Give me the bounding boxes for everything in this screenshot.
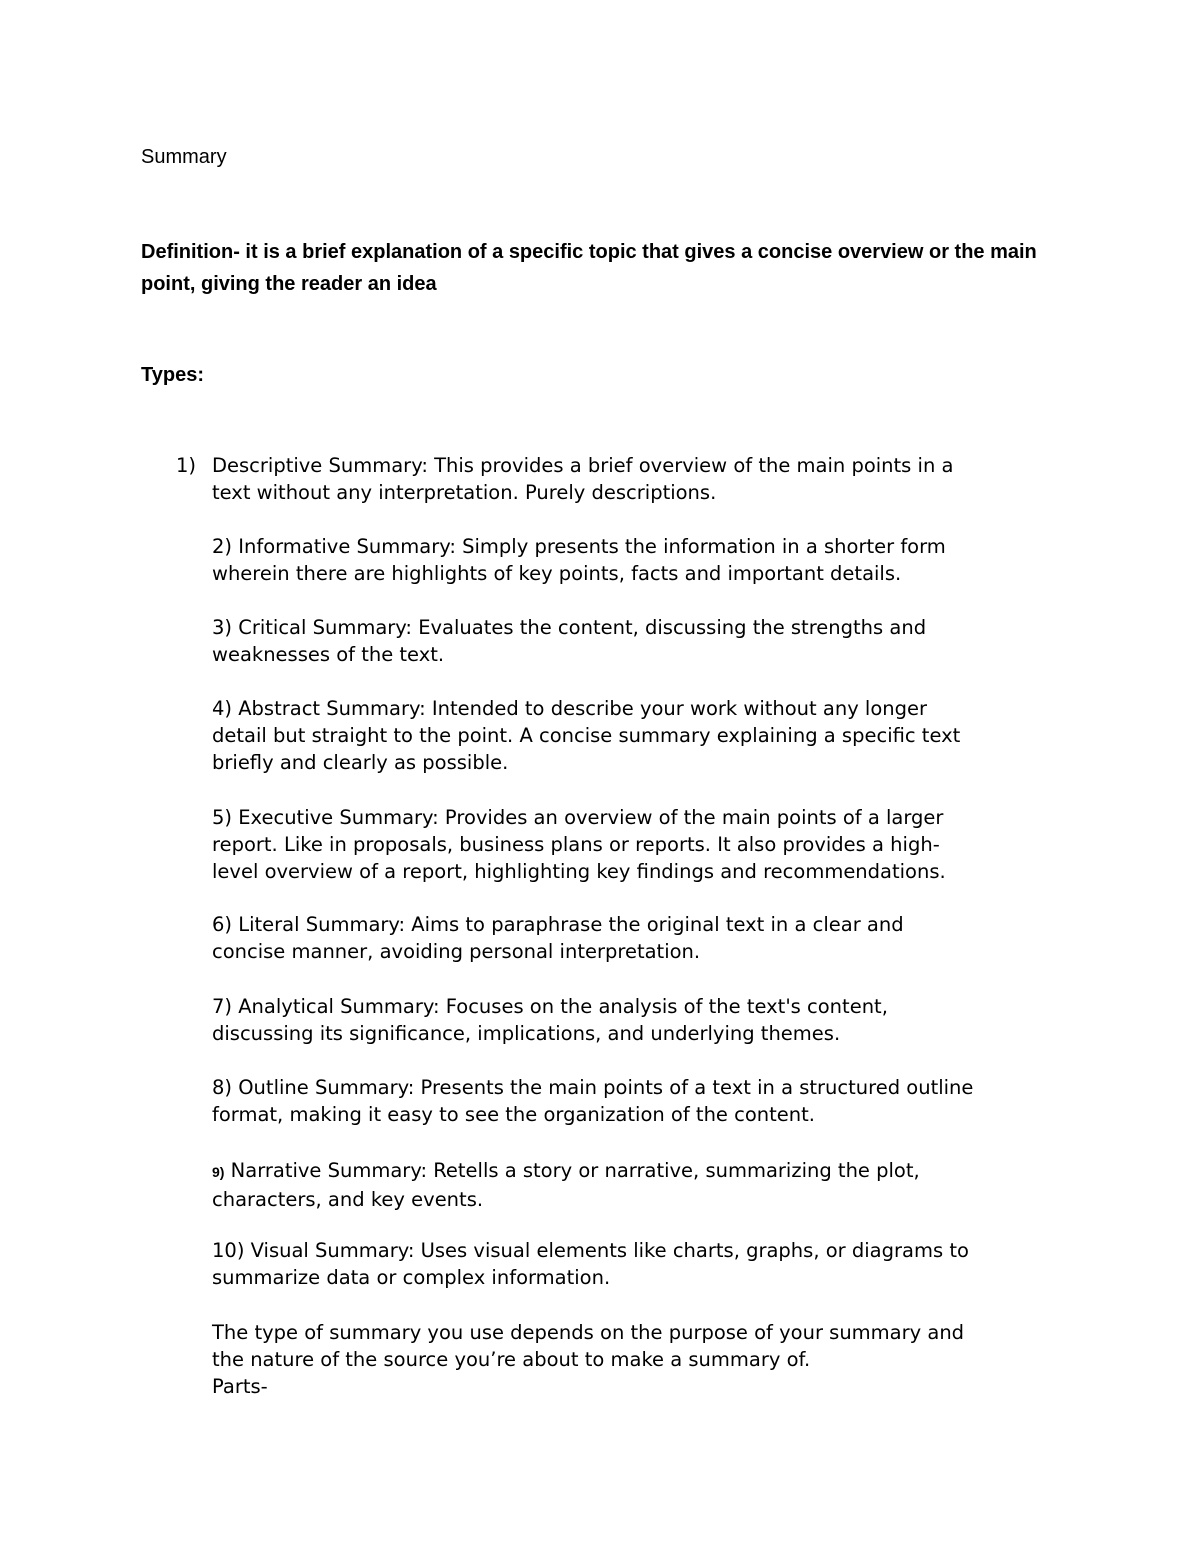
types-heading: Types: (141, 364, 204, 386)
closing-paragraph (212, 1319, 1082, 1400)
list-item-line: 5) Executive Summary: Provides an overview of the main points of a larger (212, 806, 944, 829)
closing-line: the nature of the source you’re about to make a summary of. (212, 1348, 811, 1371)
list-item-line: concise manner, avoiding personal interpretation. (212, 940, 701, 963)
list-item-line: summarize data or complex information. (212, 1266, 611, 1289)
list-item-text: Narrative Summary: Retells a story or narrative, summarizing the plot, (224, 1159, 920, 1182)
list-item-line: 7) Analytical Summary: Focuses on the analysis of the text's content, (212, 995, 888, 1018)
list-item-line: 2) Informative Summary: Simply presents the information in a shorter form (212, 535, 946, 558)
definition-paragraph (141, 236, 1071, 300)
list-number: 1) (176, 454, 197, 477)
list-item-line: 4) Abstract Summary: Intended to describe your work without any longer (212, 697, 928, 720)
list-item-line: characters, and key events. (212, 1188, 484, 1211)
list-item-visual-summary (212, 1237, 1082, 1291)
parts-label: Parts- (212, 1375, 268, 1398)
list-item-line: briefly and clearly as possible. (212, 751, 509, 774)
list-item-line: wherein there are highlights of key points, facts and important details. (212, 562, 902, 585)
list-item-outline-summary (212, 1074, 1082, 1128)
list-item-line: 10) Visual Summary: Uses visual elements like charts, graphs, or diagrams to (212, 1239, 969, 1262)
document-title: Summary (141, 146, 227, 168)
list-item-line: 8) Outline Summary: Presents the main points of a text in a structured outline (212, 1076, 974, 1099)
list-item-line: format, making it easy to see the organization of the content. (212, 1103, 815, 1126)
list-number: 9) (212, 1164, 225, 1180)
definition-line: Definition- it is a brief explanation of a specific topic that gives a concise overview or the main (141, 241, 1037, 263)
list-item-executive-summary (212, 804, 1082, 885)
list-item-analytical-summary (212, 993, 1082, 1047)
list-item-line: report. Like in proposals, business plans or reports. It also provides a high- (212, 833, 940, 856)
list-item-descriptive-summary (212, 452, 1082, 506)
list-item-line: text without any interpretation. Purely descriptions. (212, 481, 717, 504)
definition-line: point, giving the reader an idea (141, 273, 437, 295)
list-item-line: weaknesses of the text. (212, 643, 445, 666)
list-item-line (212, 1157, 1082, 1186)
list-item-line: 3) Critical Summary: Evaluates the content, discussing the strengths and (212, 616, 927, 639)
list-item-line: Descriptive Summary: This provides a brief overview of the main points in a (212, 454, 954, 477)
list-item-literal-summary (212, 911, 1082, 965)
closing-line: The type of summary you use depends on the purpose of your summary and (212, 1321, 965, 1344)
list-item-abstract-summary (212, 695, 1082, 776)
list-item-line: level overview of a report, highlighting key findings and recommendations. (212, 860, 946, 883)
list-item-line: 6) Literal Summary: Aims to paraphrase the original text in a clear and (212, 913, 904, 936)
list-item-critical-summary (212, 614, 1082, 668)
list-item-line: discussing its significance, implications, and underlying themes. (212, 1022, 841, 1045)
list-item-line: detail but straight to the point. A concise summary explaining a specific text (212, 724, 961, 747)
list-item-narrative-summary (212, 1157, 1082, 1213)
list-item-informative-summary (212, 533, 1082, 587)
